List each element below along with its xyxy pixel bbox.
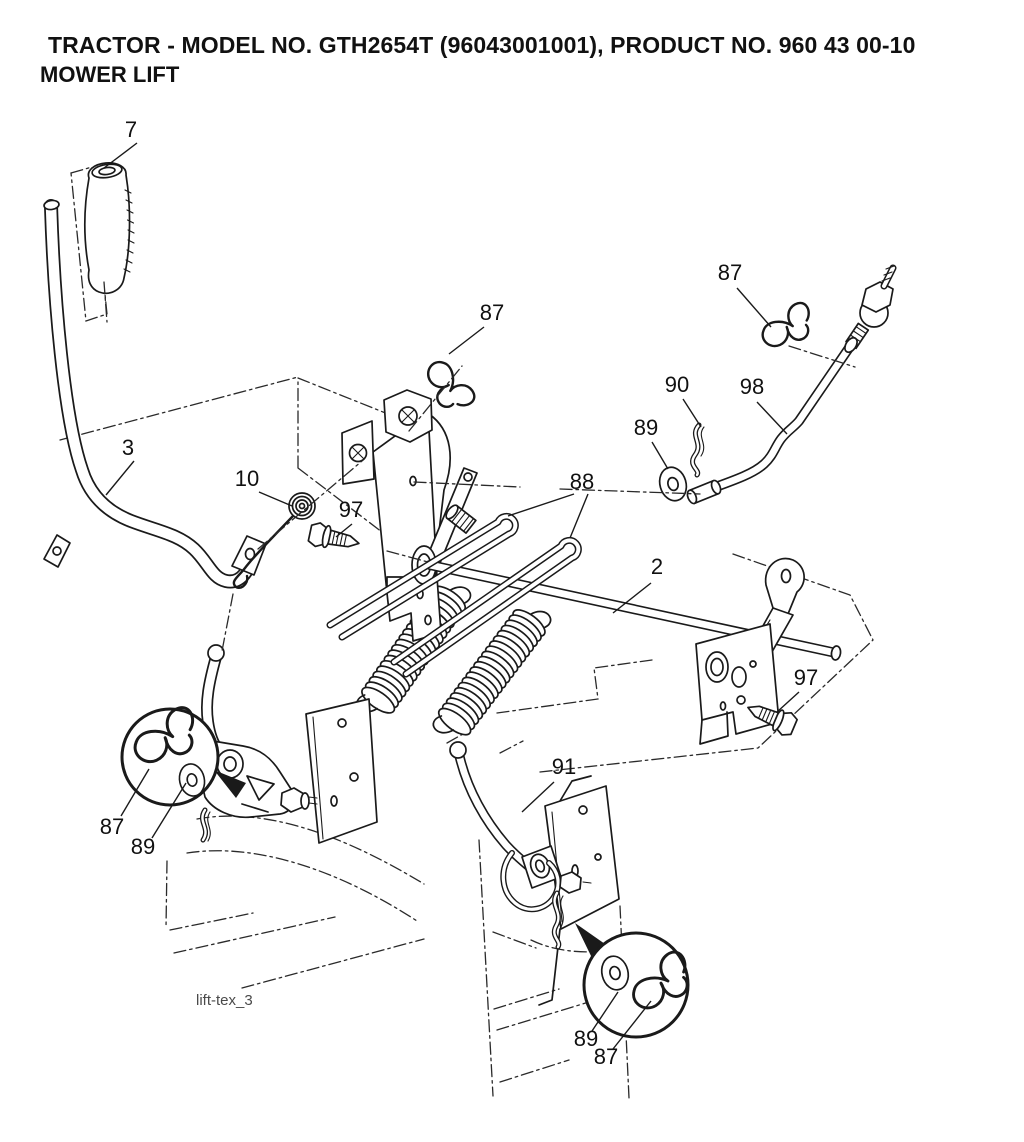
part-label-screw-rear: 97 bbox=[793, 665, 819, 690]
part-label-washer-right: 89 bbox=[573, 1026, 599, 1051]
phantom-deck-left bbox=[166, 816, 424, 988]
part-label-washer-rod: 89 bbox=[633, 415, 659, 440]
part-label-washer-left: 89 bbox=[130, 834, 156, 859]
part-label-clip-left: 87 bbox=[99, 814, 125, 839]
lift-link-rod bbox=[686, 266, 894, 505]
left-crank-assembly bbox=[196, 645, 377, 843]
part-label-retainer: 90 bbox=[664, 372, 690, 397]
callout-labels bbox=[100, 117, 818, 1069]
page-subtitle: MOWER LIFT bbox=[40, 62, 180, 87]
part-label-lift-rod: 98 bbox=[739, 374, 765, 399]
washer-rod-89 bbox=[656, 464, 690, 504]
drawing-footnote: lift-tex_3 bbox=[196, 992, 253, 1009]
lever-grip bbox=[85, 162, 134, 293]
page-title: TRACTOR - MODEL NO. GTH2654T (96043001001), PRODUCT NO. 960 43 00-10 bbox=[48, 32, 916, 58]
part-label-lever: 3 bbox=[121, 435, 135, 460]
lift-lever bbox=[43, 200, 266, 582]
part-label-clip-rod: 87 bbox=[717, 260, 743, 285]
part-label-screw-front: 97 bbox=[338, 497, 364, 522]
part-label-grip: 7 bbox=[124, 117, 138, 142]
part-label-link: 91 bbox=[551, 754, 577, 779]
part-label-clip-right: 87 bbox=[593, 1044, 619, 1069]
retainer-clip-rod bbox=[756, 301, 816, 351]
part-label-hook-pair: 88 bbox=[569, 469, 595, 494]
part-label-torsion-spring: 10 bbox=[234, 466, 260, 491]
axis-lines bbox=[104, 282, 855, 651]
part-label-clip-front: 87 bbox=[479, 300, 505, 325]
retainer-pin-90 bbox=[692, 425, 704, 475]
part-label-shaft: 2 bbox=[650, 554, 664, 579]
screw-front bbox=[308, 521, 362, 555]
